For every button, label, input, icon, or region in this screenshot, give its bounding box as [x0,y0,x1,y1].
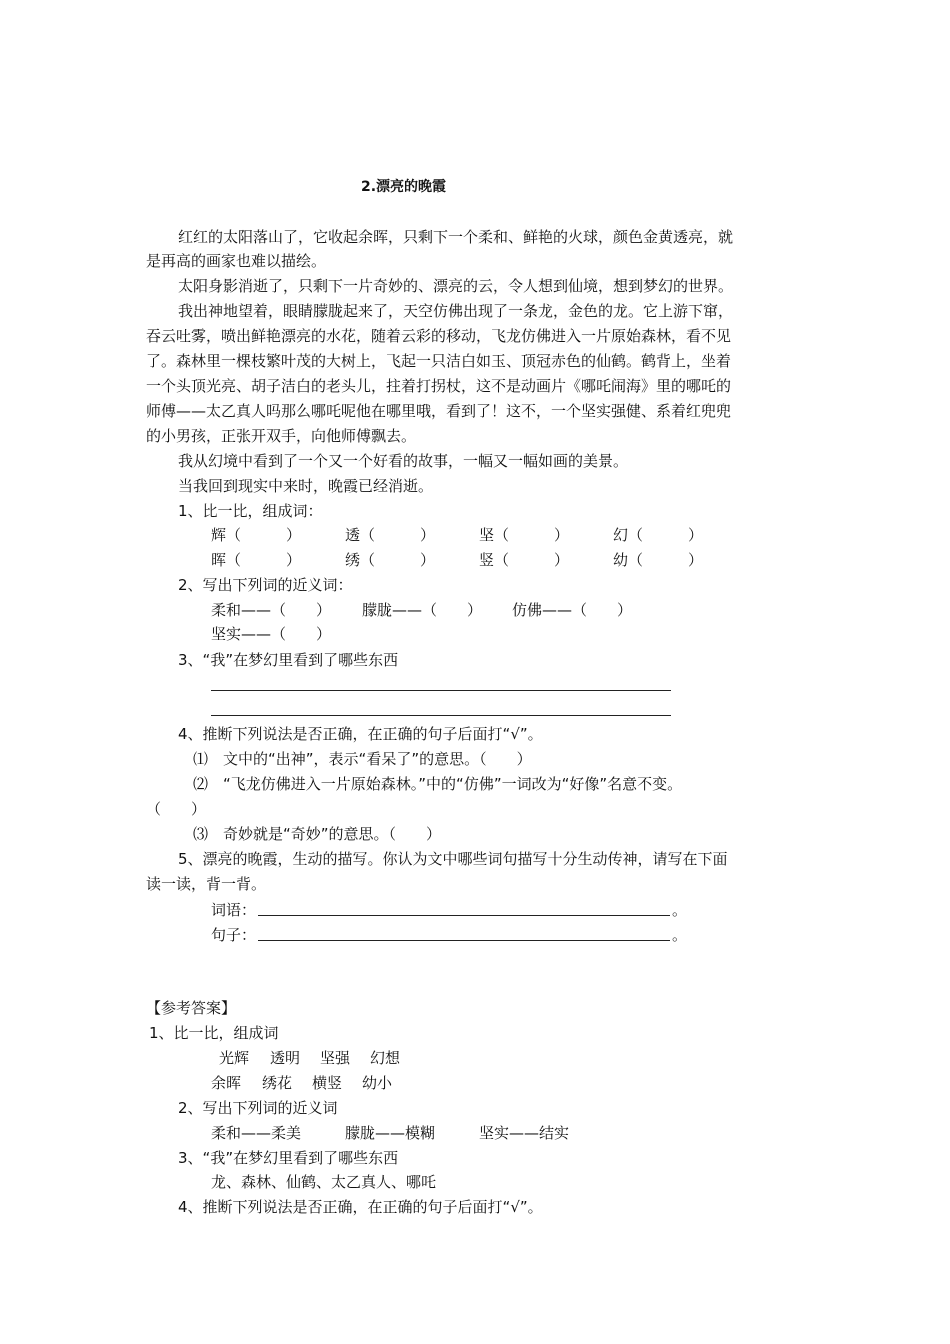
question-2-item: 坚实——（ ） [211,625,332,643]
end-mark: 。 [672,926,688,944]
answer-word: 幻想 [370,1049,401,1067]
question-4-statement: ⑵ “飞龙仿佛进入一片原始森林。”中的“仿佛”一词改为“好像”名意不变。 [193,775,683,793]
answer-2-prompt: 2、写出下列词的近义词 [178,1099,338,1117]
passage-line: 一个头顶光亮、胡子洁白的老头儿，拄着打拐杖，这不是动画片《哪吒闹海》里的哪吒的 [146,377,732,395]
passage-line: 的小男孩，正张开双手，向他师傅飘去。 [146,427,417,445]
passage-line: 是再高的画家也难以描绘。 [146,252,327,270]
page-title: 2.漂亮的晚霞 [361,179,447,195]
question-1-item: 幻（ ） [613,526,704,544]
question-3-prompt: 3、“我”在梦幻里看到了哪些东西 [178,651,399,669]
question-2-prompt: 2、写出下列词的近义词： [178,576,353,594]
question-5-prompt: 5、漂亮的晚霞，生动的描写。你认为文中哪些词句描写十分生动传神，请写在下面 [178,850,728,868]
words-answer-line [258,915,670,916]
question-4-statement: ⑴ 文中的“出神”，表示“看呆了”的意思。（ ） [193,750,532,768]
passage-line: 师傅——太乙真人吗那么哪吒呢他在哪里哦，看到了！这不，一个坚实强健、系着红兜兜 [146,402,732,420]
question-1-item: 幼（ ） [613,551,704,569]
sentence-label: 句子： [211,926,257,944]
question-4-prompt: 4、推断下列说法是否正确，在正确的句子后面打“√”。 [178,725,543,743]
question-1-item: 坚（ ） [479,526,570,544]
answer-word: 坚强 [320,1049,351,1067]
question-1-item: 辉（ ） [211,526,302,544]
question-2-item: 朦胧——（ ） [362,601,483,619]
answer-word: 光辉 [219,1049,250,1067]
answer-word: 横竖 [312,1074,343,1092]
answers-heading: 【参考答案】 [146,999,237,1017]
question-4-statement: （ ） [146,800,207,818]
passage-line: 太阳身影消逝了，只剩下一片奇妙的、漂亮的云，令人想到仙境，想到梦幻的世界。 [178,277,734,295]
passage-line: 我出神地望着，眼睛朦胧起来了，天空仿佛出现了一条龙，金色的龙。它上游下窜， [178,302,734,320]
passage-line: 了。森林里一棵枝繁叶茂的大树上，飞起一只洁白如玉、顶冠赤色的仙鹤。鹤背上，坐着 [146,352,732,370]
answer-synonym: 柔和——柔美 [211,1124,302,1142]
question-1-prompt: 1、比一比，组成词： [178,502,323,520]
question-5-prompt: 读一读，背一背。 [146,875,267,893]
answer-4-prompt: 4、推断下列说法是否正确，在正确的句子后面打“√”。 [178,1198,543,1216]
answer-line [211,690,671,691]
question-1-item: 透（ ） [345,526,436,544]
answer-line [211,715,671,716]
answer-word: 幼小 [362,1074,393,1092]
question-4-statement: ⑶ 奇妙就是“奇妙”的意思。（ ） [193,825,442,843]
answer-word: 余晖 [211,1074,242,1092]
end-mark: 。 [672,901,688,919]
question-1-item: 绣（ ） [345,551,436,569]
answer-3-prompt: 3、“我”在梦幻里看到了哪些东西 [178,1149,399,1167]
answer-synonym: 坚实——结实 [479,1124,570,1142]
answer-1-prompt: 1、比一比，组成词 [149,1024,279,1042]
passage-line: 当我回到现实中来时，晚霞已经消逝。 [178,477,434,495]
answer-word: 绣花 [262,1074,293,1092]
question-2-item: 柔和——（ ） [211,601,332,619]
passage-line: 我从幻境中看到了一个又一个好看的故事，一幅又一幅如画的美景。 [178,452,629,470]
passage-line: 红红的太阳落山了，它收起余晖，只剩下一个柔和、鲜艳的火球，颜色金黄透亮，就 [178,228,734,246]
question-1-item: 晖（ ） [211,551,302,569]
answer-3-text: 龙、森林、仙鹤、太乙真人、哪吒 [211,1173,437,1191]
words-label: 词语： [211,901,257,919]
answer-synonym: 朦胧——模糊 [345,1124,436,1142]
answer-word: 透明 [270,1049,301,1067]
sentence-answer-line [258,940,670,941]
question-2-item: 仿佛——（ ） [512,601,633,619]
passage-line: 吞云吐雾，喷出鲜艳漂亮的水花，随着云彩的移动，飞龙仿佛进入一片原始森林，看不见 [146,327,732,345]
question-1-item: 竖（ ） [479,551,570,569]
